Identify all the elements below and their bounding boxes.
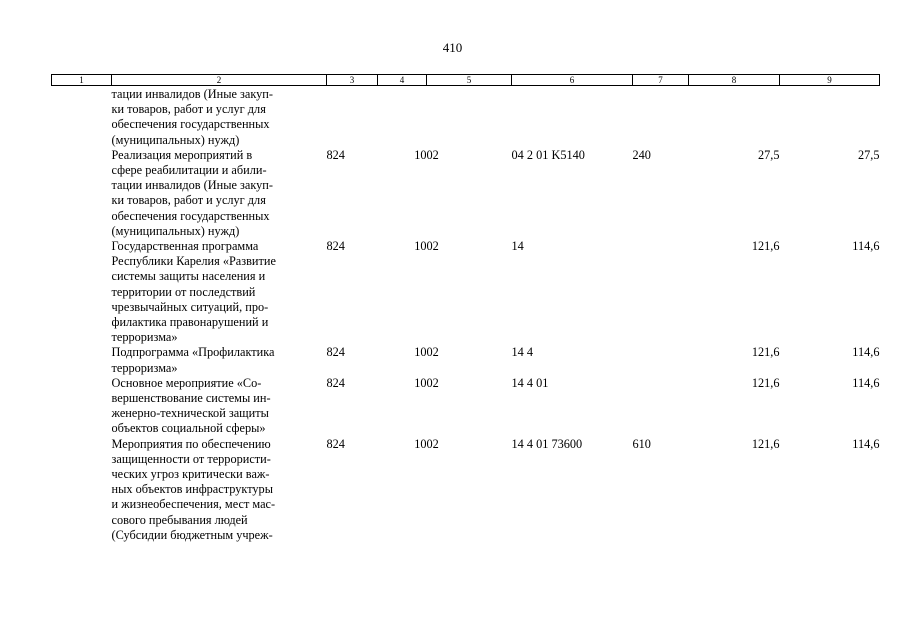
subsection-code: 02 [426, 239, 439, 254]
subsection-code: 02 [426, 345, 439, 360]
expense-type-code [633, 376, 689, 437]
subsection-code: 02 [426, 375, 439, 390]
column-header: 7 [633, 75, 689, 86]
item-name: Реализация мероприятий в сфере реабилитации и абили- тации инвалидов (Иные закуп- ки товаров, работ и услуг для обеспечения государственных (муниципальных) нужд) [111, 147, 273, 238]
ministry-code [327, 86, 378, 148]
column-header: 6 [512, 75, 633, 86]
target-article-code: 14 4 [511, 345, 534, 360]
expense-type-code: 240 [632, 147, 651, 162]
page-number: 410 [442, 40, 463, 55]
target-article-code: 14 [511, 239, 524, 254]
ministry-code: 824 [326, 345, 345, 360]
item-name: тации инвалидов (Иные закуп- ки товаров, работ и услуг для обеспечения государственных (муниципальных) нужд) [111, 87, 273, 147]
ministry-code: 824 [326, 147, 345, 162]
section-code: 10 [414, 239, 427, 254]
amount-year-2: 114,6 [852, 436, 880, 451]
amount-year-1: 121,6 [751, 239, 780, 254]
column-number-header [52, 75, 880, 86]
amount-year-1: 121,6 [751, 345, 780, 360]
column-header: 5 [427, 75, 512, 86]
column-header: 8 [689, 75, 780, 86]
target-article-code: 04 2 01 K5140 [511, 147, 585, 162]
expense-type-code [633, 345, 689, 375]
target-article-code [512, 86, 633, 148]
target-article-code: 14 4 01 73600 [511, 436, 583, 451]
column-header: 3 [327, 75, 378, 86]
expense-type-code [633, 86, 689, 148]
column-header: 9 [780, 75, 880, 86]
amount-year-2: 114,6 [852, 375, 880, 390]
expense-type-code: 610 [632, 436, 651, 451]
item-name: Государственная программа Республики Карелия «Развитие системы защиты населения и территории от последствий чрезвычайных ситуаций, про- филактика правонарушений и терроризма» [111, 239, 276, 345]
amount-year-1: 121,6 [751, 436, 780, 451]
table-row [52, 345, 880, 375]
table-row [52, 376, 880, 437]
column-header: 2 [112, 75, 327, 86]
section-code: 10 [414, 147, 427, 162]
subsection-code: 02 [426, 147, 439, 162]
amount-year-1: 27,5 [757, 147, 780, 162]
column-header: 1 [52, 75, 112, 86]
item-name: Основное мероприятие «Со- вершенствование системы ин- женерно-технической защиты объектов социальной сферы» [111, 375, 271, 436]
target-article-code: 14 4 01 [511, 375, 549, 390]
section-code [378, 86, 427, 148]
section-code: 10 [414, 375, 427, 390]
table-row [52, 239, 880, 345]
section-code: 10 [414, 345, 427, 360]
amount-year-2: 27,5 [857, 147, 880, 162]
ministry-code: 824 [326, 436, 345, 451]
amount-year-2: 114,6 [852, 239, 880, 254]
ministry-code: 824 [326, 375, 345, 390]
expense-type-code [633, 239, 689, 345]
subsection-code: 02 [426, 436, 439, 451]
ministry-code: 824 [326, 239, 345, 254]
amount-year-2 [780, 86, 880, 148]
amount-year-1 [689, 86, 780, 148]
table-row [52, 437, 880, 543]
item-name: Мероприятия по обеспечению защищенности от террористи- ческих угроз критически важ- ных объектов инфраструктуры и жизнеобеспечения, мест мас- сового пребывания людей (Субсидии бюджетным учреж- [111, 436, 276, 542]
section-code: 10 [414, 436, 427, 451]
subsection-code [427, 86, 512, 148]
column-header: 4 [378, 75, 427, 86]
table-row [52, 86, 880, 148]
item-name: Подпрограмма «Профилактика терроризма» [111, 345, 275, 375]
budget-table [51, 74, 880, 543]
amount-year-2: 114,6 [852, 345, 880, 360]
table-row [52, 148, 880, 239]
amount-year-1: 121,6 [751, 375, 780, 390]
